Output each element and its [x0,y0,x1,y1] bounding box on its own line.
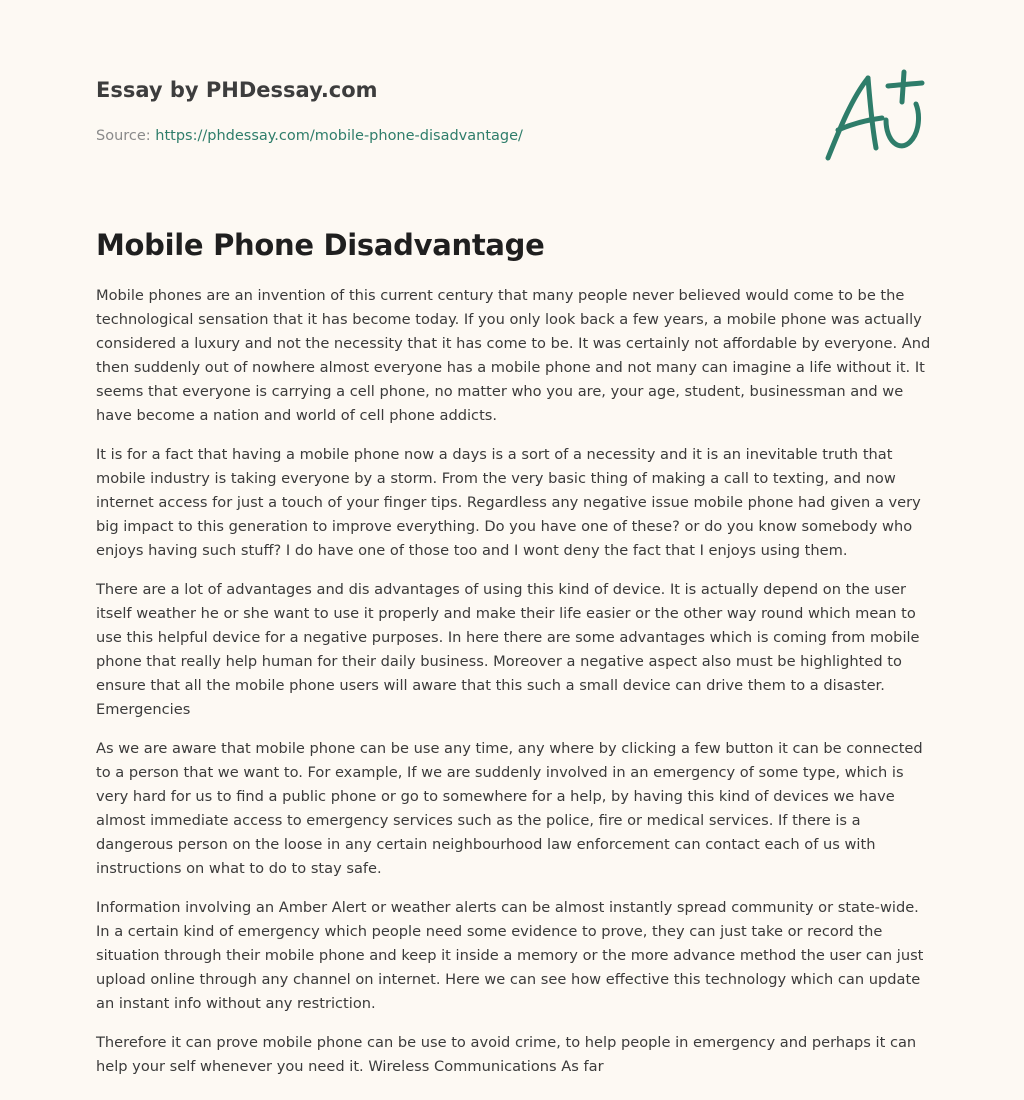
essay-paragraph: As we are aware that mobile phone can be use any time, any where by clicking a few button it can be connected to a person that we want to. For example, If we are suddenly involved in an emergency of some type, which is very hard for us to find a public phone or go to somewhere for a help, by having this kind of devices we have almost immediate access to emergency services such as the police, fire or medical services. If there is a dangerous person on the loose in any certain neighbourhood law enforcement can contact each of us with instructions on what to do to stay safe. [96,740,923,877]
a-plus-logo-icon [822,68,928,164]
source-link[interactable]: https://phdessay.com/mobile-phone-disadvantage/ [155,128,523,144]
essay-paragraph: Mobile phones are an invention of this current century that many people never believed would come to be the technological sensation that it has become today. If you only look back a few years, a mobile phone was actually considered a luxury and not the necessity that it has come to be. It was certainly not affordable by everyone. And then suddenly out of nowhere almost everyone has a mobile phone and not many can imagine a life without it. It seems that everyone is carrying a cell phone, no matter who you are, your age, student, businessman and we have become a nation and world of cell phone addicts. [96,287,931,424]
essay-paragraph: Therefore it can prove mobile phone can be use to avoid crime, to help people in emergency and perhaps it can help your self whenever you need it. Wireless Communications As far [96,1034,917,1075]
essay-title: Mobile Phone Disadvantage [96,228,545,262]
essay-body [96,284,932,1094]
source-label: Source: [96,128,151,144]
source-line [96,126,696,146]
essay-paragraph: Information involving an Amber Alert or weather alerts can be almost instantly spread community or state-wide. In a certain kind of emergency which people need some evidence to prove, they can just take or record the situation through their mobile phone and keep it inside a memory or the more advance method the user can just upload online through any channel on internet. Here we can see how effective this technology which can update an instant info without any restriction. [96,899,924,1012]
essay-paragraph: It is for a fact that having a mobile phone now a days is a sort of a necessity and it is an inevitable truth that mobile industry is taking everyone by a storm. From the very basic thing of making a call to texting, and now internet access for just a touch of your finger tips. Regardless any negative issue mobile phone had given a very big impact to this generation to improve everything. Do you have one of these? or do you know somebody who enjoys having such stuff? I do have one of those too and I wont deny the fact that I enjoys using them. [96,446,921,559]
site-title: Essay by PHDessay.com [96,78,378,102]
essay-paragraph: There are a lot of advantages and dis advantages of using this kind of device. It is actually depend on the user itself weather he or she want to use it properly and make their life easier or the other way round which mean to use this helpful device for a negative purposes. In here there are some advantages which is coming from mobile phone that really help human for their daily business. Moreover a negative aspect also must be highlighted to ensure that all the mobile phone users will aware that this such a small device can drive them to a disaster. Emergencies [96,581,920,718]
page-header [96,76,696,146]
